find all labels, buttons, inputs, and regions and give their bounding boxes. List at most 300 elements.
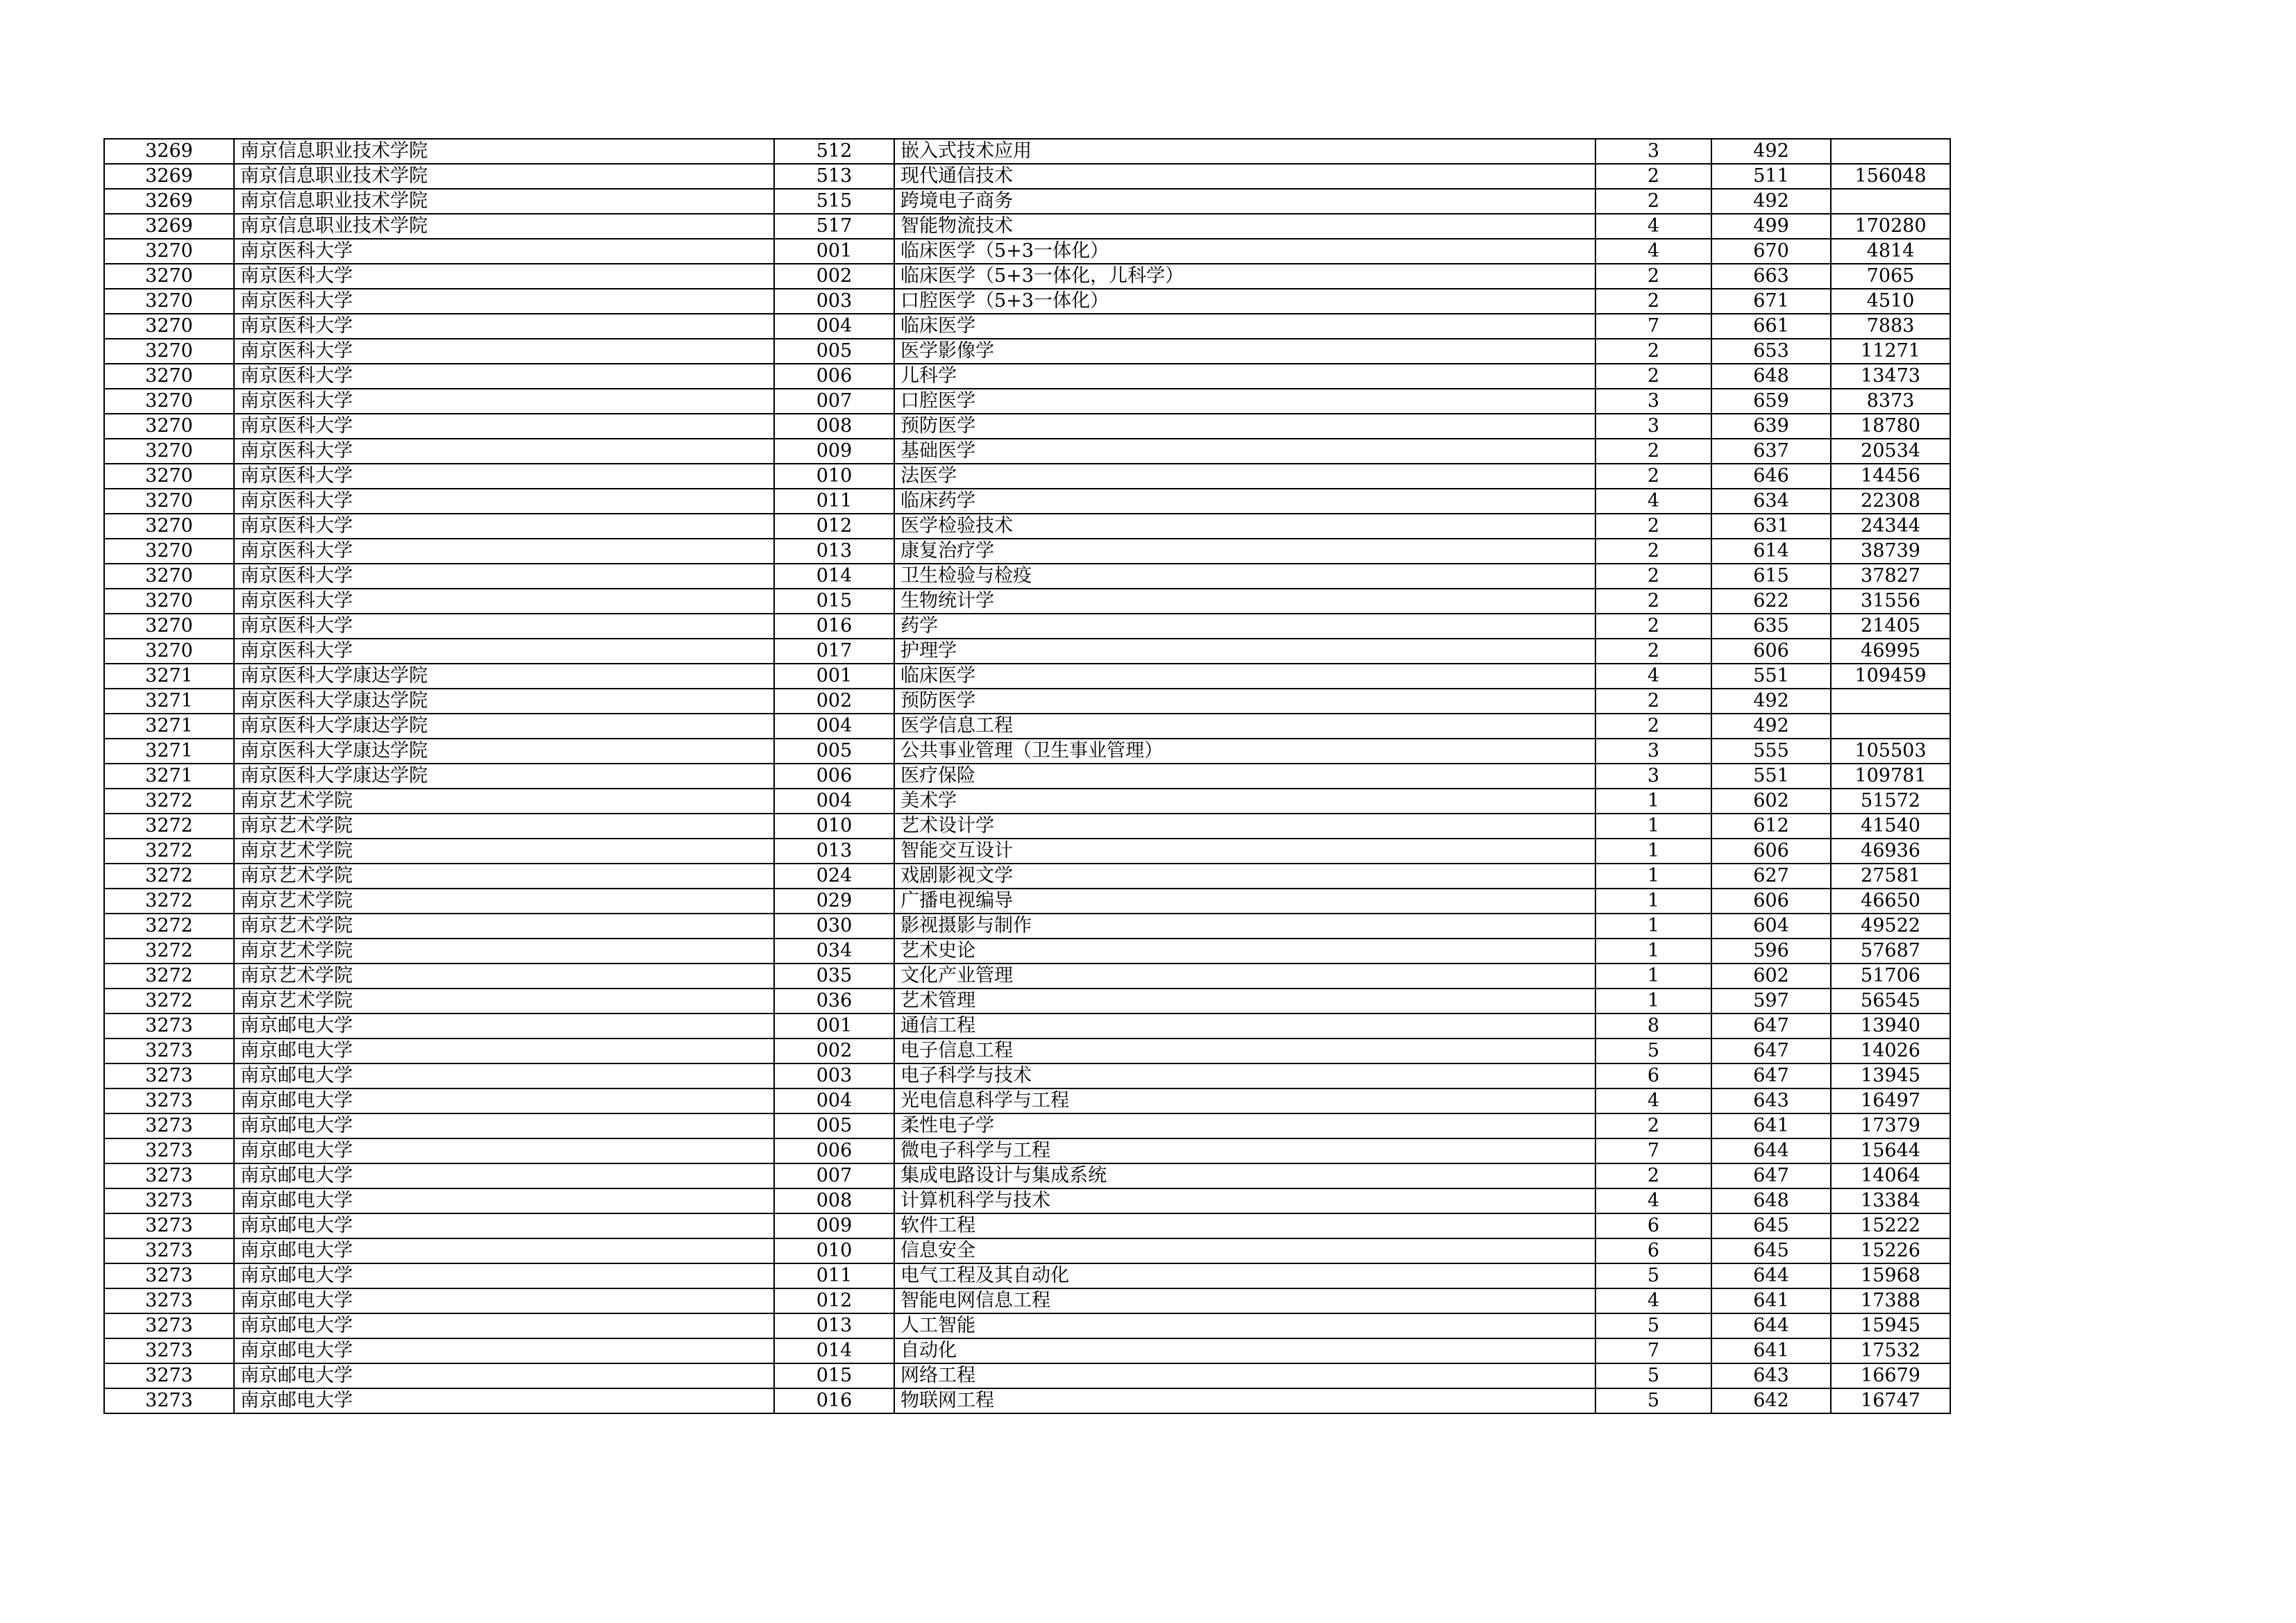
table-row: [104, 1338, 1950, 1363]
min-rank-cell: 22308: [1831, 489, 1950, 514]
school-code-cell: 3273: [104, 1138, 234, 1163]
min-rank-cell: 16497: [1831, 1088, 1950, 1113]
school-name-cell: 南京艺术学院: [234, 889, 774, 914]
school-name-cell: 南京艺术学院: [234, 939, 774, 964]
table-row: [104, 764, 1950, 789]
major-name-cell: 临床药学: [894, 489, 1595, 514]
major-name-cell: 影视摄影与制作: [894, 914, 1595, 939]
school-name-cell: 南京医科大学康达学院: [234, 714, 774, 739]
min-rank-cell: 20534: [1831, 439, 1950, 464]
major-name-cell: 医学影像学: [894, 339, 1595, 364]
min-score-cell: 551: [1711, 664, 1831, 689]
major-code-cell: 004: [774, 1088, 894, 1113]
min-score-cell: 659: [1711, 389, 1831, 414]
min-rank-cell: 156048: [1831, 164, 1950, 189]
major-code-cell: 035: [774, 964, 894, 989]
min-score-cell: 647: [1711, 1163, 1831, 1188]
school-name-cell: 南京医科大学: [234, 589, 774, 614]
major-code-cell: 512: [774, 139, 894, 164]
school-name-cell: 南京邮电大学: [234, 1363, 774, 1388]
major-code-cell: 013: [774, 839, 894, 864]
major-name-cell: 软件工程: [894, 1213, 1595, 1238]
table-row: [104, 289, 1950, 314]
min-rank-cell: 15945: [1831, 1313, 1950, 1338]
major-code-cell: 004: [774, 789, 894, 814]
min-score-cell: 492: [1711, 189, 1831, 214]
school-name-cell: 南京邮电大学: [234, 1388, 774, 1413]
school-code-cell: 3270: [104, 264, 234, 289]
major-code-cell: 011: [774, 1263, 894, 1288]
school-code-cell: 3269: [104, 139, 234, 164]
school-code-cell: 3273: [104, 1063, 234, 1088]
major-name-cell: 戏剧影视文学: [894, 864, 1595, 889]
table-row: [104, 339, 1950, 364]
school-code-cell: 3271: [104, 714, 234, 739]
min-rank-cell: 51572: [1831, 789, 1950, 814]
school-code-cell: 3272: [104, 939, 234, 964]
major-name-cell: 儿科学: [894, 364, 1595, 389]
min-rank-cell: 37827: [1831, 564, 1950, 589]
plan-count-cell: 1: [1595, 989, 1711, 1014]
plan-count-cell: 2: [1595, 689, 1711, 714]
min-rank-cell: 57687: [1831, 939, 1950, 964]
min-rank-cell: 18780: [1831, 414, 1950, 439]
school-name-cell: 南京医科大学: [234, 464, 774, 489]
min-score-cell: 645: [1711, 1213, 1831, 1238]
min-score-cell: 627: [1711, 864, 1831, 889]
plan-count-cell: 2: [1595, 614, 1711, 639]
min-rank-cell: 15968: [1831, 1263, 1950, 1288]
plan-count-cell: 2: [1595, 1113, 1711, 1138]
table-row: [104, 1238, 1950, 1263]
school-name-cell: 南京医科大学: [234, 614, 774, 639]
major-name-cell: 柔性电子学: [894, 1113, 1595, 1138]
table-row: [104, 1038, 1950, 1063]
table-row: [104, 864, 1950, 889]
school-name-cell: 南京艺术学院: [234, 839, 774, 864]
major-code-cell: 003: [774, 289, 894, 314]
school-name-cell: 南京邮电大学: [234, 1213, 774, 1238]
min-score-cell: 602: [1711, 789, 1831, 814]
plan-count-cell: 3: [1595, 739, 1711, 764]
major-name-cell: 卫生检验与检疫: [894, 564, 1595, 589]
min-score-cell: 670: [1711, 239, 1831, 264]
min-score-cell: 639: [1711, 414, 1831, 439]
table-row: [104, 1014, 1950, 1038]
plan-count-cell: 3: [1595, 139, 1711, 164]
major-name-cell: 智能交互设计: [894, 839, 1595, 864]
table-row: [104, 1113, 1950, 1138]
min-score-cell: 663: [1711, 264, 1831, 289]
table-row: [104, 539, 1950, 564]
table-row: [104, 1388, 1950, 1413]
plan-count-cell: 2: [1595, 514, 1711, 539]
school-code-cell: 3273: [104, 1113, 234, 1138]
major-name-cell: 电子科学与技术: [894, 1063, 1595, 1088]
school-code-cell: 3269: [104, 164, 234, 189]
plan-count-cell: 2: [1595, 164, 1711, 189]
school-code-cell: 3270: [104, 639, 234, 664]
min-rank-cell: 109781: [1831, 764, 1950, 789]
school-code-cell: 3269: [104, 214, 234, 239]
table-row: [104, 889, 1950, 914]
school-name-cell: 南京艺术学院: [234, 914, 774, 939]
min-rank-cell: 13473: [1831, 364, 1950, 389]
min-score-cell: 612: [1711, 814, 1831, 839]
min-score-cell: 648: [1711, 364, 1831, 389]
min-score-cell: 631: [1711, 514, 1831, 539]
school-code-cell: 3273: [104, 1263, 234, 1288]
major-name-cell: 临床医学: [894, 314, 1595, 339]
major-name-cell: 美术学: [894, 789, 1595, 814]
plan-count-cell: 1: [1595, 839, 1711, 864]
school-name-cell: 南京医科大学: [234, 239, 774, 264]
min-score-cell: 622: [1711, 589, 1831, 614]
major-code-cell: 004: [774, 314, 894, 339]
school-code-cell: 3272: [104, 964, 234, 989]
table-row: [104, 164, 1950, 189]
plan-count-cell: 7: [1595, 1338, 1711, 1363]
table-row: [104, 739, 1950, 764]
major-name-cell: 临床医学（5+3一体化，儿科学）: [894, 264, 1595, 289]
major-name-cell: 物联网工程: [894, 1388, 1595, 1413]
plan-count-cell: 2: [1595, 464, 1711, 489]
school-name-cell: 南京医科大学: [234, 439, 774, 464]
min-score-cell: 644: [1711, 1263, 1831, 1288]
min-rank-cell: 4814: [1831, 239, 1950, 264]
min-score-cell: 606: [1711, 639, 1831, 664]
school-name-cell: 南京艺术学院: [234, 964, 774, 989]
table-row: [104, 439, 1950, 464]
min-rank-cell: [1831, 714, 1950, 739]
min-score-cell: 671: [1711, 289, 1831, 314]
min-score-cell: 642: [1711, 1388, 1831, 1413]
plan-count-cell: 4: [1595, 664, 1711, 689]
min-rank-cell: 105503: [1831, 739, 1950, 764]
major-name-cell: 广播电视编导: [894, 889, 1595, 914]
plan-count-cell: 3: [1595, 764, 1711, 789]
plan-count-cell: 2: [1595, 264, 1711, 289]
major-code-cell: 024: [774, 864, 894, 889]
school-name-cell: 南京医科大学: [234, 364, 774, 389]
school-code-cell: 3273: [104, 1188, 234, 1213]
table-row: [104, 1063, 1950, 1088]
min-rank-cell: 38739: [1831, 539, 1950, 564]
school-name-cell: 南京信息职业技术学院: [234, 214, 774, 239]
min-rank-cell: 46995: [1831, 639, 1950, 664]
major-name-cell: 口腔医学: [894, 389, 1595, 414]
school-code-cell: 3271: [104, 664, 234, 689]
table-row: [104, 714, 1950, 739]
table-row: [104, 139, 1950, 164]
min-rank-cell: 8373: [1831, 389, 1950, 414]
school-name-cell: 南京医科大学: [234, 539, 774, 564]
major-code-cell: 003: [774, 1063, 894, 1088]
table-row: [104, 314, 1950, 339]
plan-count-cell: 5: [1595, 1388, 1711, 1413]
school-name-cell: 南京医科大学: [234, 339, 774, 364]
school-name-cell: 南京医科大学: [234, 389, 774, 414]
major-code-cell: 012: [774, 514, 894, 539]
min-rank-cell: 16679: [1831, 1363, 1950, 1388]
major-name-cell: 艺术设计学: [894, 814, 1595, 839]
plan-count-cell: 5: [1595, 1263, 1711, 1288]
major-name-cell: 跨境电子商务: [894, 189, 1595, 214]
major-name-cell: 电气工程及其自动化: [894, 1263, 1595, 1288]
min-rank-cell: 46936: [1831, 839, 1950, 864]
min-score-cell: 492: [1711, 139, 1831, 164]
min-score-cell: 614: [1711, 539, 1831, 564]
school-code-cell: 3270: [104, 364, 234, 389]
min-score-cell: 637: [1711, 439, 1831, 464]
major-code-cell: 010: [774, 1238, 894, 1263]
school-name-cell: 南京邮电大学: [234, 1014, 774, 1038]
school-name-cell: 南京邮电大学: [234, 1288, 774, 1313]
school-code-cell: 3273: [104, 1288, 234, 1313]
major-code-cell: 016: [774, 614, 894, 639]
min-score-cell: 647: [1711, 1038, 1831, 1063]
school-name-cell: 南京医科大学康达学院: [234, 739, 774, 764]
plan-count-cell: 2: [1595, 1163, 1711, 1188]
major-name-cell: 护理学: [894, 639, 1595, 664]
min-score-cell: 641: [1711, 1338, 1831, 1363]
major-name-cell: 生物统计学: [894, 589, 1595, 614]
min-score-cell: 634: [1711, 489, 1831, 514]
school-code-cell: 3273: [104, 1363, 234, 1388]
admission-score-table: [103, 138, 1951, 1414]
school-code-cell: 3270: [104, 414, 234, 439]
school-name-cell: 南京邮电大学: [234, 1238, 774, 1263]
school-code-cell: 3273: [104, 1338, 234, 1363]
school-code-cell: 3273: [104, 1088, 234, 1113]
major-name-cell: 艺术管理: [894, 989, 1595, 1014]
school-name-cell: 南京信息职业技术学院: [234, 139, 774, 164]
major-name-cell: 临床医学: [894, 664, 1595, 689]
min-score-cell: 606: [1711, 889, 1831, 914]
major-name-cell: 智能物流技术: [894, 214, 1595, 239]
major-name-cell: 公共事业管理（卫生事业管理）: [894, 739, 1595, 764]
major-code-cell: 005: [774, 339, 894, 364]
major-code-cell: 517: [774, 214, 894, 239]
school-name-cell: 南京医科大学: [234, 264, 774, 289]
school-code-cell: 3272: [104, 989, 234, 1014]
school-code-cell: 3269: [104, 189, 234, 214]
min-score-cell: 551: [1711, 764, 1831, 789]
plan-count-cell: 2: [1595, 189, 1711, 214]
major-name-cell: 艺术史论: [894, 939, 1595, 964]
min-rank-cell: 14064: [1831, 1163, 1950, 1188]
plan-count-cell: 4: [1595, 214, 1711, 239]
school-code-cell: 3270: [104, 514, 234, 539]
major-name-cell: 临床医学（5+3一体化）: [894, 239, 1595, 264]
school-code-cell: 3272: [104, 814, 234, 839]
table-row: [104, 1263, 1950, 1288]
school-name-cell: 南京医科大学: [234, 564, 774, 589]
table-row: [104, 564, 1950, 589]
plan-count-cell: 3: [1595, 389, 1711, 414]
major-code-cell: 012: [774, 1288, 894, 1313]
plan-count-cell: 4: [1595, 1288, 1711, 1313]
plan-count-cell: 1: [1595, 814, 1711, 839]
major-code-cell: 008: [774, 1188, 894, 1213]
min-rank-cell: 31556: [1831, 589, 1950, 614]
min-score-cell: 635: [1711, 614, 1831, 639]
school-code-cell: 3270: [104, 564, 234, 589]
plan-count-cell: 1: [1595, 914, 1711, 939]
major-code-cell: 513: [774, 164, 894, 189]
major-code-cell: 013: [774, 1313, 894, 1338]
major-code-cell: 001: [774, 664, 894, 689]
plan-count-cell: 2: [1595, 539, 1711, 564]
min-score-cell: 597: [1711, 989, 1831, 1014]
min-rank-cell: 13940: [1831, 1014, 1950, 1038]
table-row: [104, 414, 1950, 439]
min-score-cell: 499: [1711, 214, 1831, 239]
major-name-cell: 微电子科学与工程: [894, 1138, 1595, 1163]
min-score-cell: 596: [1711, 939, 1831, 964]
plan-count-cell: 5: [1595, 1038, 1711, 1063]
min-score-cell: 602: [1711, 964, 1831, 989]
school-name-cell: 南京医科大学康达学院: [234, 764, 774, 789]
major-name-cell: 信息安全: [894, 1238, 1595, 1263]
major-code-cell: 015: [774, 1363, 894, 1388]
school-code-cell: 3270: [104, 589, 234, 614]
plan-count-cell: 2: [1595, 439, 1711, 464]
major-code-cell: 013: [774, 539, 894, 564]
school-code-cell: 3273: [104, 1163, 234, 1188]
school-code-cell: 3272: [104, 839, 234, 864]
min-score-cell: 641: [1711, 1288, 1831, 1313]
school-code-cell: 3270: [104, 464, 234, 489]
school-name-cell: 南京信息职业技术学院: [234, 164, 774, 189]
table-row: [104, 1213, 1950, 1238]
min-rank-cell: 41540: [1831, 814, 1950, 839]
school-name-cell: 南京邮电大学: [234, 1338, 774, 1363]
table-row: [104, 264, 1950, 289]
school-code-cell: 3273: [104, 1038, 234, 1063]
min-rank-cell: 109459: [1831, 664, 1950, 689]
min-rank-cell: 17379: [1831, 1113, 1950, 1138]
min-rank-cell: 21405: [1831, 614, 1950, 639]
plan-count-cell: 2: [1595, 639, 1711, 664]
min-rank-cell: 49522: [1831, 914, 1950, 939]
table-row: [104, 639, 1950, 664]
plan-count-cell: 1: [1595, 864, 1711, 889]
school-code-cell: 3273: [104, 1014, 234, 1038]
school-code-cell: 3271: [104, 689, 234, 714]
min-score-cell: 647: [1711, 1063, 1831, 1088]
major-code-cell: 002: [774, 264, 894, 289]
school-name-cell: 南京邮电大学: [234, 1263, 774, 1288]
school-name-cell: 南京信息职业技术学院: [234, 189, 774, 214]
min-rank-cell: 17532: [1831, 1338, 1950, 1363]
min-rank-cell: 16747: [1831, 1388, 1950, 1413]
table-row: [104, 664, 1950, 689]
school-name-cell: 南京邮电大学: [234, 1063, 774, 1088]
school-name-cell: 南京艺术学院: [234, 814, 774, 839]
min-rank-cell: 13945: [1831, 1063, 1950, 1088]
plan-count-cell: 1: [1595, 789, 1711, 814]
school-name-cell: 南京医科大学: [234, 514, 774, 539]
min-rank-cell: [1831, 189, 1950, 214]
school-code-cell: 3272: [104, 914, 234, 939]
min-rank-cell: 170280: [1831, 214, 1950, 239]
table-row: [104, 1313, 1950, 1338]
school-name-cell: 南京邮电大学: [234, 1188, 774, 1213]
major-name-cell: 网络工程: [894, 1363, 1595, 1388]
school-code-cell: 3272: [104, 889, 234, 914]
min-rank-cell: 56545: [1831, 989, 1950, 1014]
min-score-cell: 511: [1711, 164, 1831, 189]
major-name-cell: 现代通信技术: [894, 164, 1595, 189]
major-name-cell: 计算机科学与技术: [894, 1188, 1595, 1213]
major-code-cell: 010: [774, 464, 894, 489]
major-code-cell: 001: [774, 239, 894, 264]
plan-count-cell: 1: [1595, 889, 1711, 914]
major-name-cell: 医学信息工程: [894, 714, 1595, 739]
school-name-cell: 南京医科大学: [234, 414, 774, 439]
major-name-cell: 康复治疗学: [894, 539, 1595, 564]
min-score-cell: 645: [1711, 1238, 1831, 1263]
plan-count-cell: 1: [1595, 964, 1711, 989]
major-code-cell: 014: [774, 1338, 894, 1363]
table-row: [104, 914, 1950, 939]
major-name-cell: 光电信息科学与工程: [894, 1088, 1595, 1113]
school-code-cell: 3270: [104, 439, 234, 464]
table-body: [104, 139, 1950, 1413]
major-code-cell: 004: [774, 714, 894, 739]
major-name-cell: 医疗保险: [894, 764, 1595, 789]
school-code-cell: 3272: [104, 789, 234, 814]
school-code-cell: 3273: [104, 1388, 234, 1413]
min-rank-cell: [1831, 139, 1950, 164]
min-rank-cell: 7065: [1831, 264, 1950, 289]
table-row: [104, 1138, 1950, 1163]
min-score-cell: 647: [1711, 1014, 1831, 1038]
major-name-cell: 人工智能: [894, 1313, 1595, 1338]
min-score-cell: 615: [1711, 564, 1831, 589]
major-code-cell: 007: [774, 389, 894, 414]
min-rank-cell: [1831, 689, 1950, 714]
major-name-cell: 集成电路设计与集成系统: [894, 1163, 1595, 1188]
major-code-cell: 010: [774, 814, 894, 839]
plan-count-cell: 2: [1595, 564, 1711, 589]
school-code-cell: 3270: [104, 239, 234, 264]
major-name-cell: 文化产业管理: [894, 964, 1595, 989]
min-rank-cell: 11271: [1831, 339, 1950, 364]
table-row: [104, 689, 1950, 714]
table-row: [104, 214, 1950, 239]
major-code-cell: 001: [774, 1014, 894, 1038]
min-score-cell: 492: [1711, 689, 1831, 714]
plan-count-cell: 4: [1595, 1188, 1711, 1213]
school-name-cell: 南京艺术学院: [234, 789, 774, 814]
min-score-cell: 653: [1711, 339, 1831, 364]
min-rank-cell: 13384: [1831, 1188, 1950, 1213]
plan-count-cell: 8: [1595, 1014, 1711, 1038]
table-row: [104, 939, 1950, 964]
school-name-cell: 南京医科大学康达学院: [234, 689, 774, 714]
school-code-cell: 3273: [104, 1213, 234, 1238]
major-code-cell: 002: [774, 689, 894, 714]
min-score-cell: 643: [1711, 1363, 1831, 1388]
school-name-cell: 南京医科大学: [234, 289, 774, 314]
table-row: [104, 1163, 1950, 1188]
min-rank-cell: 46650: [1831, 889, 1950, 914]
table-row: [104, 364, 1950, 389]
major-code-cell: 034: [774, 939, 894, 964]
major-name-cell: 预防医学: [894, 689, 1595, 714]
